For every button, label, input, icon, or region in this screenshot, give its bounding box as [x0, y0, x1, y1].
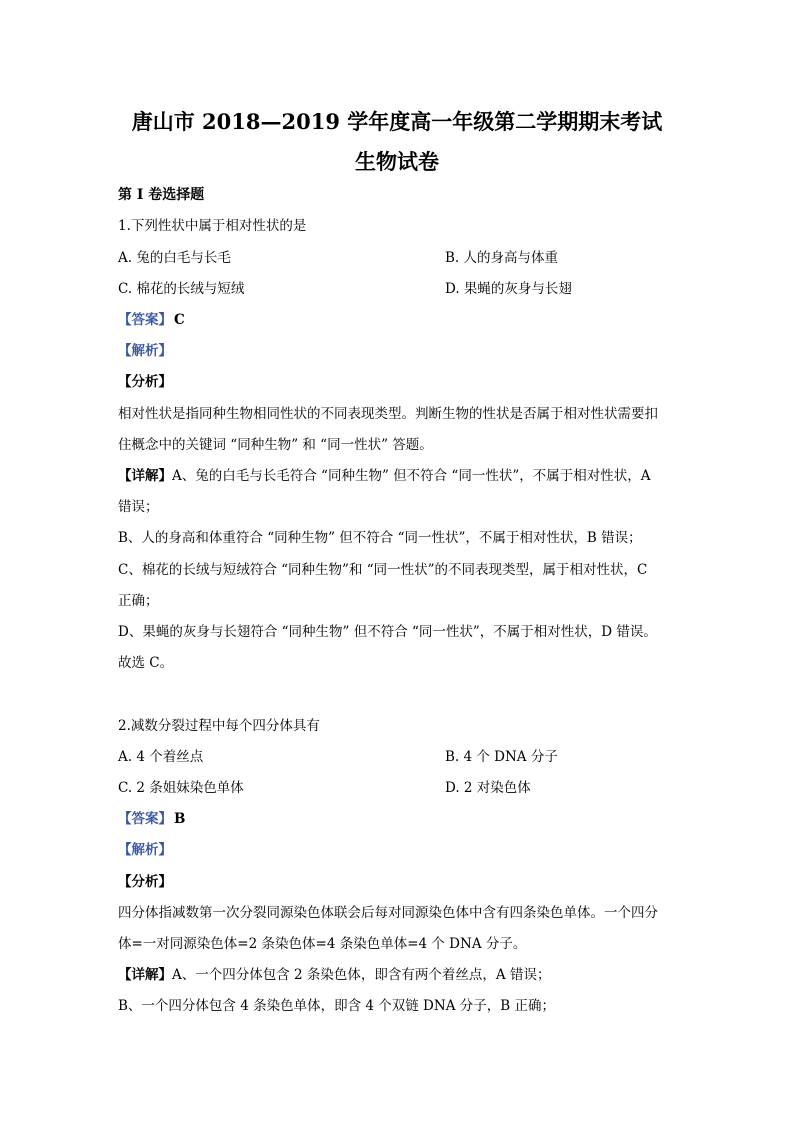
q1-detail-row-1	[118, 466, 650, 486]
q1-analysis-line-1: 相对性状是指同种生物相同性状的不同表现类型。判断生物的性状是否属于相对性状需要扣	[118, 406, 658, 422]
q1-answer: C	[174, 312, 185, 328]
q1-detail-1b: 错误；	[118, 499, 159, 515]
q1-detail-tag: 【详解】	[118, 468, 172, 484]
q1-analysis-line-2: 住概念中的关键词 “同种生物” 和 “同一性状” 答题。	[118, 437, 433, 453]
q2-fenxi-tag: 【分析】	[118, 874, 172, 890]
q2-answer-tag: 【答案】	[118, 811, 172, 827]
q1-detail-3b: 正确；	[118, 593, 159, 609]
q1-detail-1: A、兔的白毛与长毛符合 “同种生物” 但不符合 “同一性状”，不属于相对性状，A	[172, 468, 651, 484]
q1-detail-2: B、人的身高和体重符合 “同种生物” 但不符合 “同一性状”，不属于相对性状，B 错误；	[118, 530, 642, 546]
page-title: 唐山市 2018—2019 学年度高一年级第二学期期末考试	[131, 109, 663, 134]
q1-option-b: B. 人的身高与体重	[445, 250, 559, 266]
page-subtitle: 生物试卷	[355, 149, 439, 174]
q2-stem: 2.减数分裂过程中每个四分体具有	[118, 718, 320, 734]
q1-jiexi-tag: 【解析】	[118, 343, 172, 359]
q2-answer: B	[174, 811, 186, 827]
q1-option-a: A. 兔的白毛与长毛	[118, 250, 231, 266]
q2-jiexi-tag: 【解析】	[118, 842, 172, 858]
q1-answer-tag: 【答案】	[118, 312, 172, 328]
q1-option-c: C. 棉花的长绒与短绒	[118, 281, 245, 297]
q1-fenxi-tag: 【分析】	[118, 374, 172, 390]
q1-detail-3: C、棉花的长绒与短绒符合 “同种生物”和 “同一性状”的不同表现类型，属于相对性状，C	[118, 562, 648, 578]
q1-stem: 1.下列性状中属于相对性状的是	[118, 218, 307, 234]
q1-conclusion: 故选 C。	[118, 655, 174, 671]
section-heading: 第 I 卷选择题	[118, 187, 205, 203]
q2-option-a: A. 4 个着丝点	[118, 749, 204, 765]
q2-detail-row-1	[118, 965, 550, 985]
q2-analysis-line-1: 四分体指减数第一次分裂同源染色体联会后每对同源染色体中含有四条染色单体。一个四分	[118, 905, 658, 921]
q2-detail-tag: 【详解】	[118, 967, 172, 983]
q2-analysis-line-2: 体=一对同源染色体=2 条染色体=4 条染色单体=4 个 DNA 分子。	[118, 936, 527, 952]
q2-answer-row	[118, 809, 185, 829]
q1-option-d: D. 果蝇的灰身与长翅	[445, 281, 572, 297]
q2-option-d: D. 2 对染色体	[445, 780, 531, 796]
q1-detail-4: D、果蝇的灰身与长翅符合 “同种生物” 但不符合 “同一性状”，不属于相对性状，D 错误。	[118, 624, 657, 640]
q2-detail-2: B、一个四分体包含 4 条染色单体，即含 4 个双链 DNA 分子，B 正确；	[118, 998, 555, 1014]
q2-detail-1: A、一个四分体包含 2 条染色体，即含有两个着丝点，A 错误；	[172, 967, 551, 983]
q2-option-c: C. 2 条姐妹染色单体	[118, 780, 244, 796]
q1-answer-row	[118, 310, 185, 330]
q2-option-b: B. 4 个 DNA 分子	[445, 749, 558, 765]
